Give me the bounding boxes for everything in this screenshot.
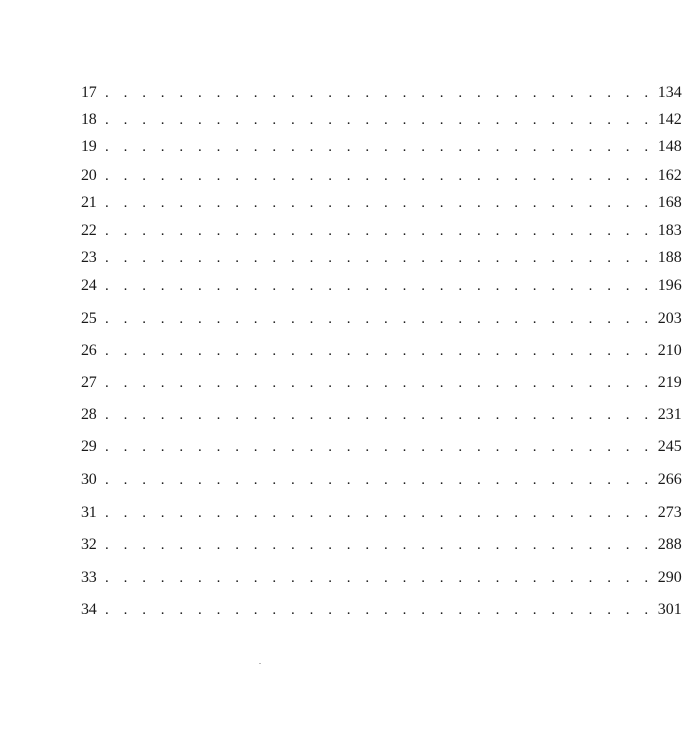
page-number: 168 bbox=[657, 194, 682, 211]
toc-entry bbox=[81, 501, 682, 525]
toc-entry bbox=[81, 307, 682, 331]
dot-leader: . . . . . . . . . . . . . . . . . . . . . . . . . . . . . . bbox=[105, 168, 654, 184]
page-number: 148 bbox=[657, 138, 682, 155]
toc-entry bbox=[81, 468, 682, 492]
page-number: 162 bbox=[657, 167, 682, 184]
page-number: 301 bbox=[657, 601, 682, 618]
chapter-number: 22 bbox=[81, 222, 97, 239]
dot-leader: . . . . . . . . . . . . . . . . . . . . . . . . . . . . . . bbox=[105, 343, 654, 359]
toc-entry bbox=[81, 533, 682, 557]
dot-leader: . . . . . . . . . . . . . . . . . . . . . . . . . . . . . . bbox=[105, 472, 654, 488]
dot-leader: . . . . . . . . . . . . . . . . . . . . . . . . . . . . . . bbox=[105, 407, 654, 423]
toc-entry bbox=[81, 598, 682, 622]
page-number: 273 bbox=[657, 504, 682, 521]
chapter-number: 30 bbox=[81, 471, 97, 488]
dot-leader: . . . . . . . . . . . . . . . . . . . . . . . . . . . . . . bbox=[105, 311, 654, 327]
toc-entry bbox=[81, 191, 682, 215]
page-number: 203 bbox=[657, 310, 682, 327]
toc-entry bbox=[81, 164, 682, 188]
dot-leader: . . . . . . . . . . . . . . . . . . . . . . . . . . . . . . bbox=[105, 195, 654, 211]
toc-entry bbox=[81, 371, 682, 395]
page-number: 134 bbox=[657, 84, 682, 101]
toc-entry bbox=[81, 403, 682, 427]
dot-leader: . . . . . . . . . . . . . . . . . . . . . . . . . . . . . . bbox=[105, 139, 654, 155]
toc-entry bbox=[81, 108, 682, 132]
toc-entry bbox=[81, 566, 682, 590]
dot-leader: . . . . . . . . . . . . . . . . . . . . . . . . . . . . . . bbox=[105, 602, 654, 618]
page-number: 183 bbox=[657, 222, 682, 239]
toc-entry bbox=[81, 274, 682, 298]
dot-leader: . . . . . . . . . . . . . . . . . . . . . . . . . . . . . . bbox=[105, 278, 654, 294]
chapter-number: 33 bbox=[81, 569, 97, 586]
dot-leader: . . . . . . . . . . . . . . . . . . . . . . . . . . . . . . bbox=[105, 375, 654, 391]
chapter-number: 31 bbox=[81, 504, 97, 521]
dot-leader: . . . . . . . . . . . . . . . . . . . . . . . . . . . . . . bbox=[105, 570, 654, 586]
chapter-number: 18 bbox=[81, 111, 97, 128]
toc-entry bbox=[81, 339, 682, 363]
dot-leader: . . . . . . . . . . . . . . . . . . . . . . . . . . . . . . bbox=[105, 85, 654, 101]
toc-entry bbox=[81, 435, 682, 459]
chapter-number: 19 bbox=[81, 138, 97, 155]
toc-entry bbox=[81, 219, 682, 243]
page-number: 231 bbox=[657, 406, 682, 423]
chapter-number: 25 bbox=[81, 310, 97, 327]
page-number: 266 bbox=[657, 471, 682, 488]
page-number: 288 bbox=[657, 536, 682, 553]
chapter-number: 17 bbox=[81, 84, 97, 101]
chapter-number: 34 bbox=[81, 601, 97, 618]
page-number: 142 bbox=[657, 111, 682, 128]
page-number: 188 bbox=[657, 249, 682, 266]
page-number: 196 bbox=[657, 277, 682, 294]
chapter-number: 24 bbox=[81, 277, 97, 294]
page-number: 219 bbox=[657, 374, 682, 391]
page-number: 245 bbox=[657, 438, 682, 455]
dot-leader: . . . . . . . . . . . . . . . . . . . . . . . . . . . . . . bbox=[105, 439, 654, 455]
page-number: 290 bbox=[657, 569, 682, 586]
toc-entry bbox=[81, 135, 682, 159]
chapter-number: 29 bbox=[81, 438, 97, 455]
dot-leader: . . . . . . . . . . . . . . . . . . . . . . . . . . . . . . bbox=[105, 250, 654, 266]
chapter-number: 26 bbox=[81, 342, 97, 359]
chapter-number: 28 bbox=[81, 406, 97, 423]
dot-leader: . . . . . . . . . . . . . . . . . . . . . . . . . . . . . . bbox=[105, 223, 654, 239]
chapter-number: 20 bbox=[81, 167, 97, 184]
chapter-number: 32 bbox=[81, 536, 97, 553]
dot-leader: . . . . . . . . . . . . . . . . . . . . . . . . . . . . . . bbox=[105, 112, 654, 128]
print-speck bbox=[259, 663, 261, 664]
chapter-number: 21 bbox=[81, 194, 97, 211]
chapter-number: 27 bbox=[81, 374, 97, 391]
toc-entry bbox=[81, 81, 682, 105]
dot-leader: . . . . . . . . . . . . . . . . . . . . . . . . . . . . . . bbox=[105, 537, 654, 553]
toc-entry bbox=[81, 246, 682, 270]
dot-leader: . . . . . . . . . . . . . . . . . . . . . . . . . . . . . . bbox=[105, 505, 654, 521]
page-number: 210 bbox=[657, 342, 682, 359]
chapter-number: 23 bbox=[81, 249, 97, 266]
